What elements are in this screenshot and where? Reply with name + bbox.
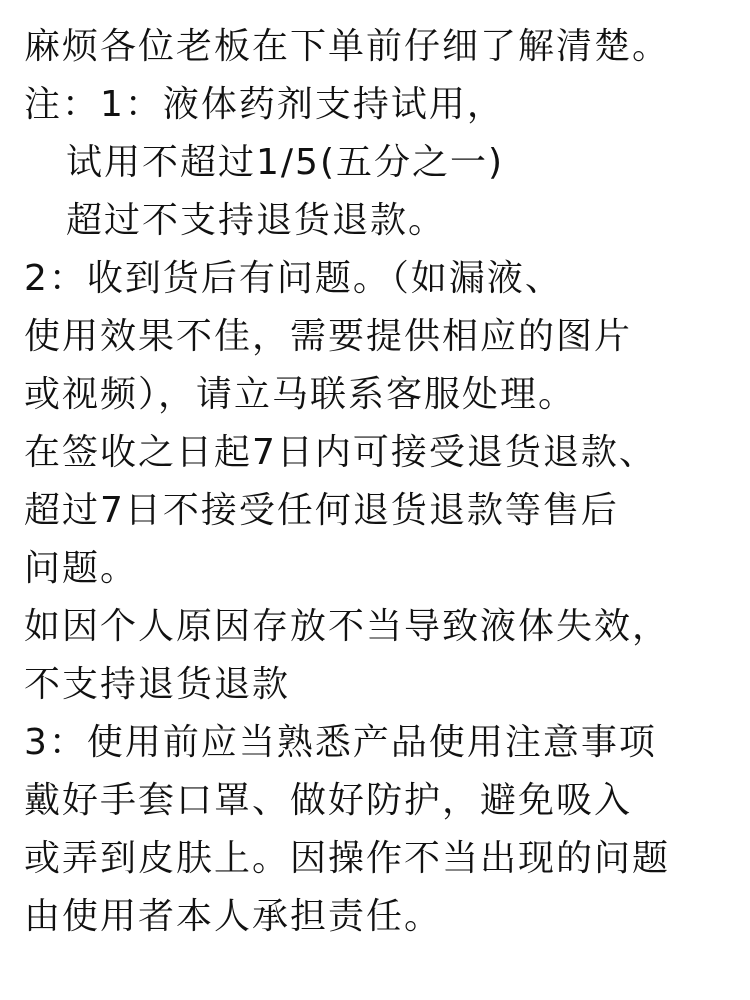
notice-line-7: 或视频），请立马联系客服处理。 bbox=[24, 374, 577, 415]
notice-line-5: 2：收到货后有问题。（如漏液、 bbox=[24, 258, 563, 299]
notice-line-15: 或弄到皮肤上。因操作不当出现的问题 bbox=[24, 838, 671, 879]
notice-line-9: 超过7日不接受任何退货退款等售后 bbox=[24, 490, 619, 531]
notice-line-11: 如因个人原因存放不当导致液体失效， bbox=[24, 606, 671, 647]
notice-line-16: 由使用者本人承担责任。 bbox=[24, 896, 443, 937]
notice-text-block bbox=[24, 18, 744, 946]
notice-line-2: 注：1：液体药剂支持试用， bbox=[24, 84, 505, 125]
notice-line-10: 问题。 bbox=[24, 548, 139, 589]
notice-line-12: 不支持退货退款 bbox=[24, 664, 291, 705]
notice-line-13: 3：使用前应当熟悉产品使用注意事项 bbox=[24, 722, 657, 763]
notice-line-8: 在签收之日起7日内可接受退货退款、 bbox=[24, 432, 657, 473]
notice-line-14: 戴好手套口罩、做好防护，避免吸入 bbox=[24, 780, 633, 821]
notice-line-1: 麻烦各位老板在下单前仔细了解清楚。 bbox=[24, 26, 671, 67]
notice-line-6: 使用效果不佳，需要提供相应的图片 bbox=[24, 316, 633, 357]
notice-line-4: 超过不支持退货退款。 bbox=[66, 200, 447, 241]
notice-line-3: 试用不超过1/5(五分之一) bbox=[66, 142, 505, 183]
